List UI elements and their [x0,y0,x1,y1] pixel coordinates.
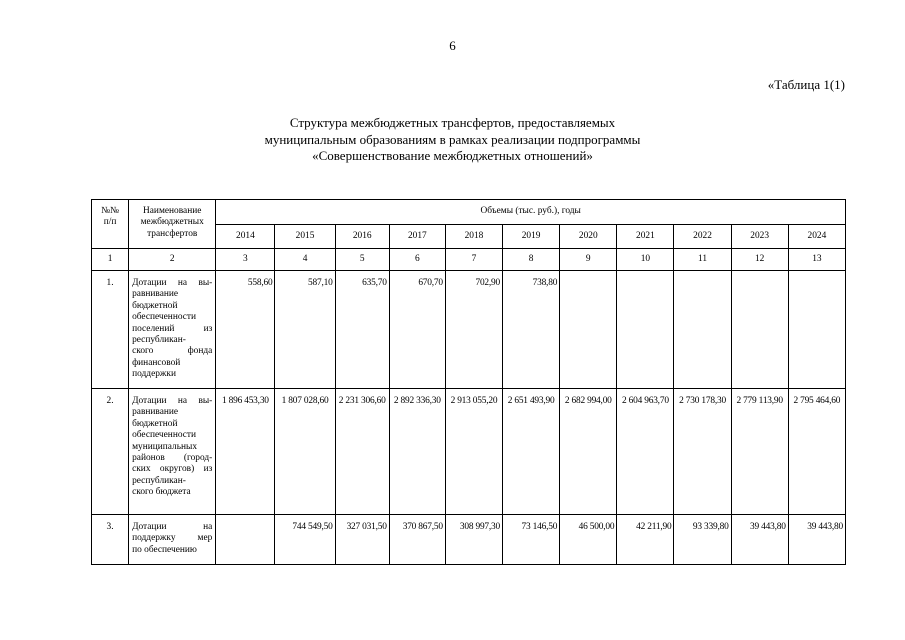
amount-cell: 2 604 963,70 [617,389,674,515]
amount-cell: 1 807 028,60 [275,389,335,515]
amount-cell: 744 549,50 [275,515,335,565]
amount-cell: 73 146,50 [503,515,560,565]
amount-cell: 370 867,50 [389,515,445,565]
column-index: 8 [503,249,560,271]
column-index: 13 [788,249,845,271]
title-line: «Совершенствование межбюджетных отношений» [312,148,593,163]
amount-cell: 1 896 453,30 [216,389,275,515]
year-header: 2020 [560,225,617,249]
amount-cell: 2 779 113,90 [731,389,788,515]
transfer-name-line: финансовой [132,357,181,368]
year-header: 2019 [503,225,560,249]
amount-cell: 738,80 [503,271,560,389]
column-index: 3 [216,249,275,271]
amount-cell: 2 795 464,60 [788,389,845,515]
table-row [92,515,846,565]
amount-cell: 2 730 178,30 [674,389,731,515]
column-index: 2 [129,249,216,271]
transfer-name-line: бюджетной [132,418,178,429]
row-number: 3. [92,515,129,565]
transfer-name-line: Дотации на [132,522,213,532]
transfer-name-line: районов (город- [132,453,213,464]
amount-cell: 670,70 [389,271,445,389]
transfer-name [129,389,216,515]
table-label: «Таблица 1(1) [767,77,845,92]
column-index: 9 [560,249,617,271]
column-index: 11 [674,249,731,271]
amount-cell: 308 997,30 [445,515,502,565]
transfer-name-line: Дотации на вы- [132,396,213,406]
amount-cell [674,271,731,389]
amount-cell [617,271,674,389]
transfer-name-line: равнивание [132,289,179,300]
amount-cell: 2 651 493,90 [503,389,560,515]
amount-cell: 635,70 [335,271,389,389]
year-header: 2022 [674,225,731,249]
column-index: 1 [92,249,129,271]
transfer-name-line: поддержки [132,369,176,380]
year-header: 2021 [617,225,674,249]
header-volumes: Объемы (тыс. руб.), годы [216,200,846,225]
column-index: 5 [335,249,389,271]
transfer-name-line: ского фонда [132,346,213,357]
row-number: 2. [92,389,129,515]
amount-cell: 46 500,00 [560,515,617,565]
amount-cell: 42 211,90 [617,515,674,565]
amount-cell: 2 231 306,60 [335,389,389,515]
column-index: 10 [617,249,674,271]
amount-cell: 39 443,80 [788,515,845,565]
amount-cell [731,271,788,389]
transfer-name-line: обеспеченности [132,430,197,441]
title-line: муниципальным образованиям в рамках реализации подпрограммы [264,131,641,147]
transfer-name-line: бюджетной [132,300,178,311]
amount-cell [560,271,617,389]
year-header: 2016 [335,225,389,249]
amount-cell: 2 892 336,30 [389,389,445,515]
transfer-name-line: республикан- [132,335,186,346]
transfer-name-line: поселений из [132,323,213,334]
table-title [0,115,905,165]
transfer-name-line: ского бюджета [132,487,191,498]
page-number: 6 [449,38,456,53]
year-header: 2024 [788,225,845,249]
amount-cell: 702,90 [445,271,502,389]
transfers-table [91,199,846,565]
column-index: 12 [731,249,788,271]
transfer-name-line: по обеспечению [132,544,197,555]
column-index: 4 [275,249,335,271]
column-index: 6 [389,249,445,271]
amount-cell [216,515,275,565]
amount-cell: 2 913 055,20 [445,389,502,515]
transfer-name-line: Дотации на вы- [132,278,213,288]
transfer-name [129,515,216,565]
transfer-name-line: обеспеченности [132,312,197,323]
transfer-name-line: муниципальных [132,441,198,452]
transfer-name-line: республикан- [132,475,186,486]
row-number: 1. [92,271,129,389]
column-index: 7 [445,249,502,271]
table-row [92,271,846,389]
year-header: 2017 [389,225,445,249]
header-num: №№ п/п [92,200,129,249]
year-header: 2018 [445,225,502,249]
amount-cell: 327 031,50 [335,515,389,565]
amount-cell: 93 339,80 [674,515,731,565]
transfer-name-line: равнивание [132,407,179,418]
title-line: Структура межбюджетных трансфертов, предоставляемых [289,115,616,130]
transfer-name-line: ских округов) из [132,464,213,475]
year-header: 2015 [275,225,335,249]
table-row [92,389,846,515]
year-header: 2023 [731,225,788,249]
amount-cell: 39 443,80 [731,515,788,565]
transfer-name [129,271,216,389]
amount-cell [788,271,845,389]
amount-cell: 587,10 [275,271,335,389]
transfer-name-line: поддержку мер [132,533,213,544]
amount-cell: 2 682 994,00 [560,389,617,515]
header-name: Наименование межбюджетных трансфертов [129,200,216,249]
year-header: 2014 [216,225,275,249]
amount-cell: 558,60 [216,271,275,389]
